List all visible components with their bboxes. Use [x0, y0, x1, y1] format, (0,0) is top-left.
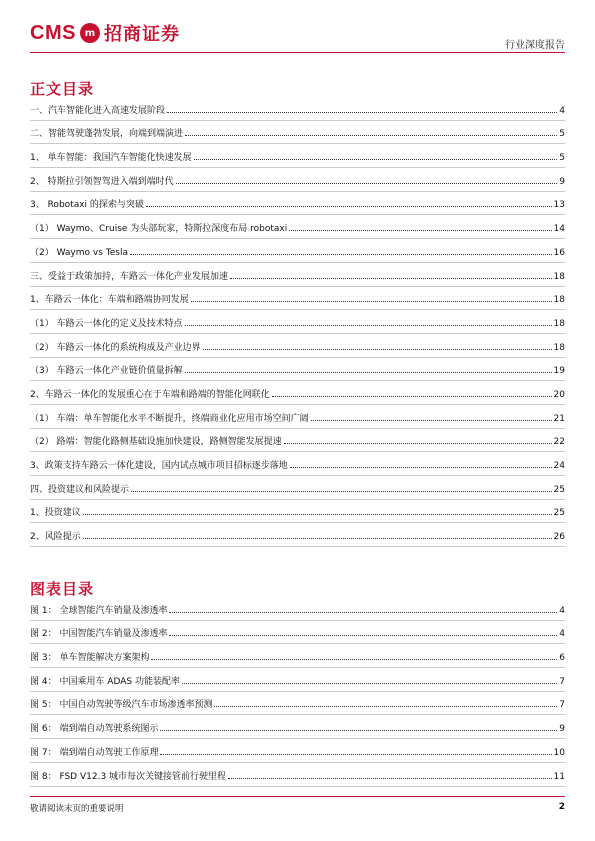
toc-entry-label: 2、 特斯拉引领智驾进入端到端时代: [30, 176, 174, 187]
figure-entry[interactable]: [30, 668, 565, 692]
figure-entry-label: 图 7： 端到端自动驾驶工作原理: [30, 747, 159, 758]
dot-leader: [311, 420, 552, 421]
dot-leader: [130, 254, 552, 255]
figure-entry[interactable]: [30, 739, 565, 763]
dot-leader: [230, 278, 552, 279]
toc-entry-label: 1、投资建议: [30, 508, 81, 519]
figure-entry-label: 图 5： 中国自动驾驶等级汽车市场渗透率预测: [30, 700, 213, 711]
dot-leader: [185, 372, 552, 373]
dot-leader: [185, 325, 552, 326]
toc-entry[interactable]: [30, 144, 565, 168]
figure-entry[interactable]: [30, 715, 565, 739]
toc-entry-page: 4: [559, 105, 565, 116]
dot-leader: [289, 230, 551, 231]
toc-entry[interactable]: [30, 310, 565, 334]
toc-entry-page: 5: [559, 153, 565, 164]
figures-toc-list: [30, 597, 565, 787]
logo-cms-text: CMS: [30, 21, 76, 44]
dot-leader: [272, 396, 552, 397]
dot-leader: [151, 659, 557, 660]
dot-leader: [169, 612, 557, 613]
figure-entry-label: 图 1： 全球智能汽车销量及渗透率: [30, 605, 168, 616]
toc-entry-label: （1） Waymo、Cruise 为头部玩家，特斯拉深度布局 robotaxi: [30, 224, 288, 235]
footer-divider: [30, 796, 565, 797]
report-type-label: 行业深度报告: [505, 40, 565, 51]
toc-entry-label: 二、智能驾驶蓬勃发展，向端到端演进: [30, 129, 184, 140]
dot-leader: [214, 706, 557, 707]
dot-leader: [83, 538, 552, 539]
toc-entry-label: 3、政策支持车路云一体化建设，国内试点城市项目招标逐步落地: [30, 461, 288, 471]
toc-entry-label: （1） 车端：单车智能化水平不断提升，终端商业化应用市场空间广阔: [30, 413, 309, 424]
figure-entry[interactable]: [30, 692, 565, 716]
figures-toc-title: 图表目录: [30, 580, 95, 598]
toc-entry-label: 1、 单车智能：我国汽车智能化快速发展: [30, 153, 192, 164]
dot-leader: [176, 183, 558, 184]
toc-entry[interactable]: [30, 381, 565, 405]
toc-entry-label: 2、车路云一体化的发展重心在于车端和路端的智能化网联化: [30, 389, 270, 400]
toc-entry-label: 2、风险提示: [30, 532, 81, 543]
dot-leader: [182, 683, 557, 684]
toc-entry-label: （3） 车路云一体化产业链价值量拆解: [30, 366, 183, 377]
figure-entry[interactable]: [30, 621, 565, 645]
toc-entry-page: 22: [553, 437, 565, 448]
dot-leader: [160, 754, 551, 755]
cms-logo: [30, 20, 180, 46]
dot-leader: [167, 112, 557, 113]
figure-entry-page: 4: [559, 605, 565, 616]
dot-leader: [228, 778, 552, 779]
toc-entry-page: 20: [553, 389, 565, 400]
toc-entry[interactable]: [30, 263, 565, 287]
toc-entry-label: 四、投资建议和风险提示: [30, 484, 130, 495]
toc-entry-page: 14: [553, 224, 565, 235]
toc-entry-page: 18: [553, 295, 565, 306]
dot-leader: [146, 206, 552, 207]
figure-entry[interactable]: [30, 644, 565, 668]
figure-entry-page: 7: [559, 700, 565, 711]
toc-entry[interactable]: [30, 334, 565, 358]
dot-leader: [191, 301, 552, 302]
toc-entry[interactable]: [30, 215, 565, 239]
logo-mark-icon: m: [80, 23, 100, 43]
figure-entry-page: 7: [559, 676, 565, 687]
figure-entry[interactable]: [30, 763, 565, 787]
page-number: 2: [558, 802, 565, 812]
toc-entry-label: （1） 车路云一体化的定义及技术特点: [30, 318, 183, 329]
toc-entry[interactable]: [30, 405, 565, 429]
figure-entry-page: 9: [559, 724, 565, 735]
figure-entry-page: 6: [559, 653, 565, 664]
page-header: [30, 18, 565, 50]
toc-entry[interactable]: [30, 192, 565, 216]
toc-entry-page: 18: [553, 271, 565, 282]
toc-list: [30, 97, 565, 547]
toc-entry[interactable]: [30, 476, 565, 500]
dot-leader: [131, 491, 552, 492]
dot-leader: [83, 514, 552, 515]
dot-leader: [203, 349, 552, 350]
toc-entry-page: 9: [559, 176, 565, 187]
toc-entry[interactable]: [30, 358, 565, 382]
toc-entry-label: 一、汽车智能化进入高速发展阶段: [30, 105, 166, 116]
toc-entry-label: 3、 Robotaxi 的探索与突破: [30, 200, 144, 211]
toc-entry-page: 16: [553, 247, 565, 258]
figure-entry-label: 图 4： 中国乘用车 ADAS 功能装配率: [30, 676, 180, 687]
toc-entry[interactable]: [30, 97, 565, 121]
toc-entry[interactable]: [30, 500, 565, 524]
toc-entry-page: 21: [553, 413, 565, 424]
figure-entry-page: 11: [553, 771, 565, 782]
toc-entry-page: 24: [553, 461, 565, 471]
header-divider: [30, 52, 565, 53]
toc-entry-page: 25: [553, 508, 565, 519]
toc-entry-label: 1、车路云一体化：车端和路端协同发展: [30, 295, 189, 306]
toc-entry[interactable]: [30, 168, 565, 192]
toc-title: 正文目录: [30, 80, 95, 98]
figure-entry-label: 图 6： 端到端自动驾驶系统图示: [30, 724, 159, 735]
toc-entry[interactable]: [30, 523, 565, 547]
figure-entry-label: 图 2： 中国智能汽车销量及渗透率: [30, 629, 168, 640]
toc-entry-page: 25: [553, 484, 565, 495]
toc-entry-page: 18: [553, 342, 565, 353]
toc-entry-label: （2） Waymo vs Tesla: [30, 247, 128, 258]
toc-entry-page: 26: [553, 532, 565, 543]
toc-entry-page: 18: [553, 318, 565, 329]
dot-leader: [169, 635, 557, 636]
toc-entry-page: 5: [559, 129, 565, 140]
logo-company-name: 招商证券: [103, 24, 180, 45]
toc-entry[interactable]: [30, 121, 565, 145]
toc-entry[interactable]: [30, 287, 565, 311]
toc-entry-label: （2） 路端：智能化路侧基础设施加快建设，路侧智能发展提速: [30, 437, 282, 448]
figure-entry[interactable]: [30, 597, 565, 621]
toc-entry[interactable]: [30, 239, 565, 263]
dot-leader: [160, 730, 557, 731]
figure-entry-label: 图 3： 单车智能解决方案架构: [30, 653, 150, 664]
dot-leader: [290, 467, 552, 468]
dot-leader: [194, 159, 558, 160]
toc-entry-page: 13: [553, 200, 565, 211]
toc-entry[interactable]: [30, 429, 565, 453]
dot-leader: [284, 443, 552, 444]
toc-entry-label: 三、受益于政策加持，车路云一体化产业发展加速: [30, 271, 229, 282]
toc-entry-page: 19: [553, 366, 565, 377]
toc-entry-label: （2） 车路云一体化的系统构成及产业边界: [30, 342, 201, 353]
dot-leader: [185, 135, 557, 136]
figure-entry-page: 4: [559, 629, 565, 640]
toc-entry[interactable]: [30, 452, 565, 476]
figure-entry-label: 图 8： FSD V12.3 城市每次关键接管前行驶里程: [30, 771, 227, 782]
disclaimer-note: 敬请阅读末页的重要说明: [30, 804, 124, 814]
figure-entry-page: 10: [553, 747, 565, 758]
